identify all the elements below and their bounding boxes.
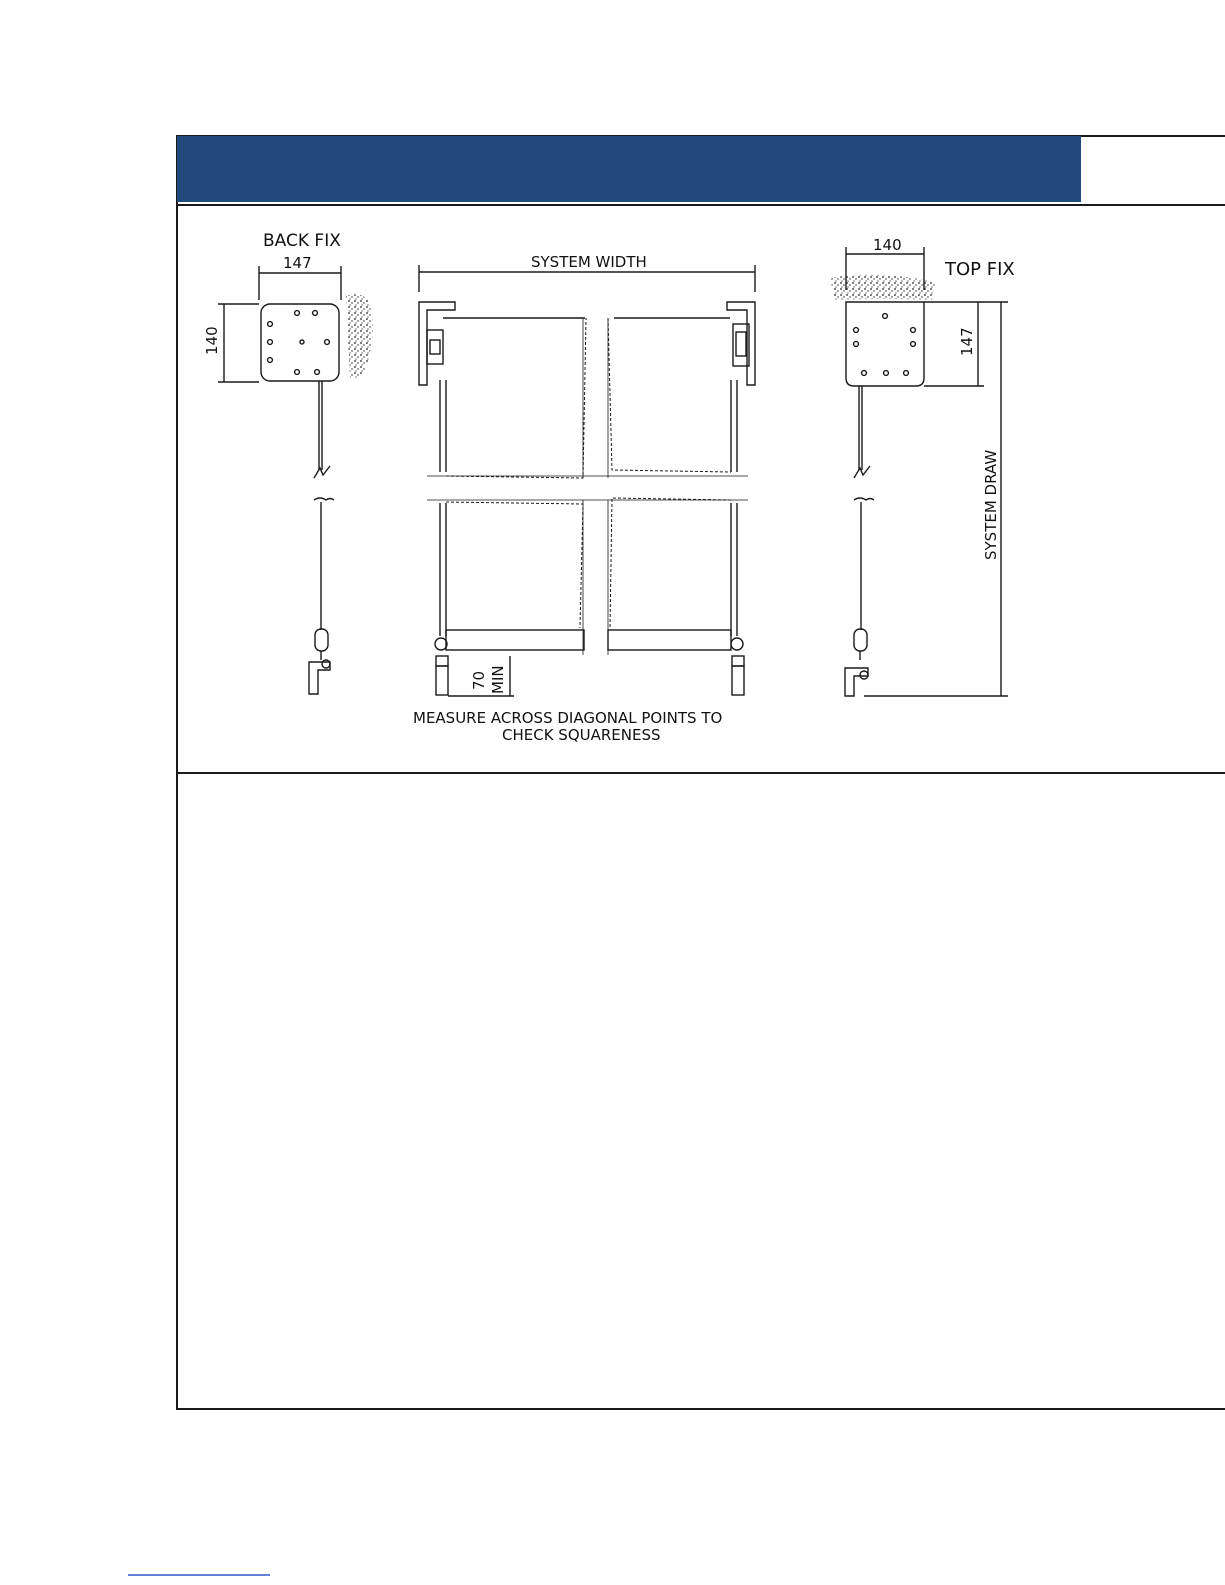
- front-view: [413, 253, 755, 744]
- back-fix-clamp: [309, 662, 330, 694]
- fabric-upper-right: [608, 318, 731, 472]
- top-fix-weight: [854, 629, 867, 651]
- note-line-2: CHECK SQUARENESS: [502, 726, 661, 744]
- back-fix-height-dim: 140: [203, 326, 221, 355]
- ceiling: [830, 275, 935, 300]
- back-wall: [346, 294, 373, 378]
- back-fix-view: [203, 231, 373, 694]
- bottom-bar: [446, 630, 584, 650]
- fabric-upper-left: [446, 318, 586, 478]
- system-width-dim: SYSTEM WIDTH: [531, 253, 647, 271]
- note-line-1: MEASURE ACROSS DIAGONAL POINTS TO: [413, 709, 723, 727]
- back-fix-label: BACK FIX: [263, 231, 341, 251]
- back-fix-weight: [315, 629, 328, 651]
- top-fix-height-dim: 147: [958, 327, 976, 356]
- top-fix-clamp: [845, 668, 868, 696]
- min-dim-value: 70: [470, 670, 488, 690]
- system-draw-dim: SYSTEM DRAW: [982, 449, 1000, 560]
- min-dim-unit: MIN: [489, 665, 507, 694]
- top-fix-label: TOP FIX: [945, 259, 1015, 280]
- header-band: [177, 136, 1081, 202]
- top-fix-width-dim: 140: [873, 236, 902, 254]
- fabric-lower-right: [610, 498, 731, 628]
- fabric-lower-left: [446, 502, 583, 628]
- top-fix-view: [830, 236, 1015, 696]
- back-fix-width-dim: 147: [283, 254, 312, 272]
